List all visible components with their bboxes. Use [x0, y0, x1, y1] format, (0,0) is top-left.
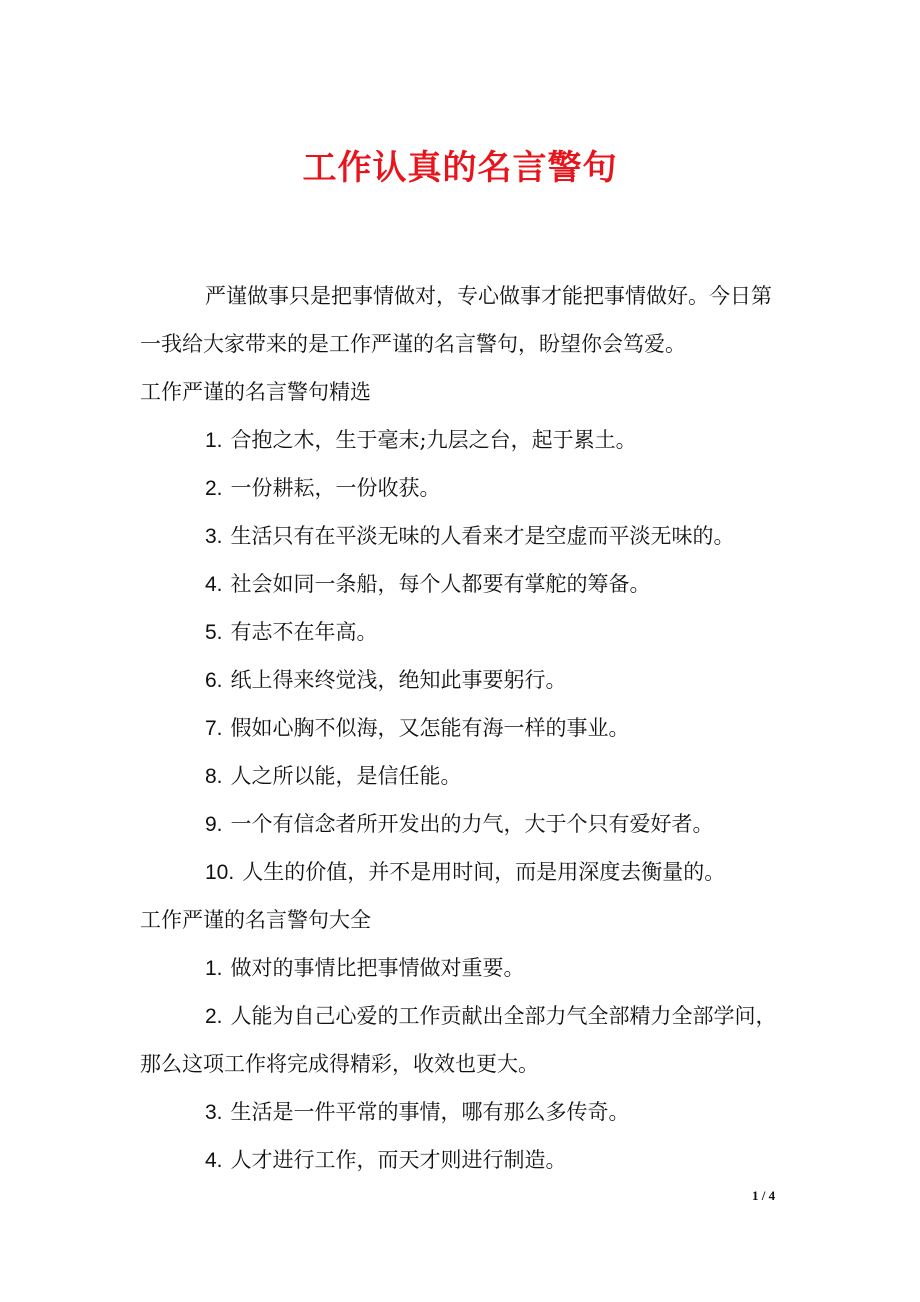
- list-item-number: 1.: [205, 429, 223, 452]
- list-item-number: 3.: [205, 1101, 223, 1124]
- document-body: [140, 272, 800, 1184]
- list-item: [140, 608, 800, 656]
- list-item: [140, 944, 800, 992]
- list-item-text: 生活是一件平常的事情，哪有那么多传奇。: [230, 1100, 630, 1124]
- list-item: [140, 752, 800, 800]
- list-item: [140, 800, 800, 848]
- list-item: [140, 1088, 800, 1136]
- list-item-number: 8.: [205, 765, 223, 788]
- list-item-number: 9.: [205, 813, 223, 836]
- list-item-number: 5.: [205, 621, 223, 644]
- list-item-text: 纸上得来终觉浅，绝知此事要躬行。: [230, 668, 567, 692]
- intro-line-1: 严谨做事只是把事情做对，专心做事才能把事情做好。今日第: [205, 284, 772, 308]
- list-item-text: 人之所以能，是信任能。: [230, 764, 462, 788]
- list-item: [140, 416, 800, 464]
- list-item-number: 2.: [205, 1005, 223, 1028]
- page-number: 1 / 4: [752, 1188, 776, 1203]
- list-item-text: 一份耕耘，一份收获。: [230, 476, 441, 500]
- list-item: [140, 1136, 800, 1184]
- section-heading: 工作严谨的名言警句大全: [140, 908, 371, 932]
- list-item-text: 假如心胸不似海，又怎能有海一样的事业。: [230, 716, 630, 740]
- list-item: [140, 464, 800, 512]
- list-item: [140, 704, 800, 752]
- list-item: [140, 656, 800, 704]
- list-item-text: 人才进行工作，而天才则进行制造。: [230, 1148, 567, 1172]
- list-item-number: 4.: [205, 1149, 223, 1172]
- document-title: 工作认真的名言警句: [302, 148, 618, 188]
- list-item-text: 人能为自己心爱的工作贡献出全部力气全部精力全部学问，: [230, 1004, 777, 1028]
- list-item: [140, 560, 800, 608]
- list-item-number: 1.: [205, 957, 223, 980]
- section-heading: 工作严谨的名言警句精选: [140, 380, 371, 404]
- list-item: [140, 848, 800, 896]
- list-item-text: 有志不在年高。: [230, 620, 378, 644]
- list-item-continuation: 那么这项工作将完成得精彩，收效也更大。: [140, 1052, 539, 1076]
- list-item-text: 做对的事情比把事情做对重要。: [230, 956, 525, 980]
- list-item: [140, 512, 800, 560]
- list-item-text: 社会如同一条船，每个人都要有掌舵的筹备。: [230, 572, 651, 596]
- list-item-number: 10.: [205, 861, 235, 884]
- list-item-text: 一个有信念者所开发出的力气，大于个只有爱好者。: [230, 812, 714, 836]
- list-item-number: 7.: [205, 717, 223, 740]
- list-item-number: 2.: [205, 477, 223, 500]
- list-item-text: 人生的价值，并不是用时间，而是用深度去衡量的。: [242, 860, 726, 884]
- list-item-text: 生活只有在平淡无味的人看来才是空虚而平淡无味的。: [230, 524, 735, 548]
- intro-line-2: 一我给大家带来的是工作严谨的名言警句，盼望你会笃爱。: [140, 332, 686, 356]
- list-item-number: 6.: [205, 669, 223, 692]
- list-item-text: 合抱之木，生于毫末;九层之台，起于累土。: [230, 428, 637, 452]
- list-item-number: 3.: [205, 525, 223, 548]
- list-item: [140, 992, 800, 1040]
- list-item-number: 4.: [205, 573, 223, 596]
